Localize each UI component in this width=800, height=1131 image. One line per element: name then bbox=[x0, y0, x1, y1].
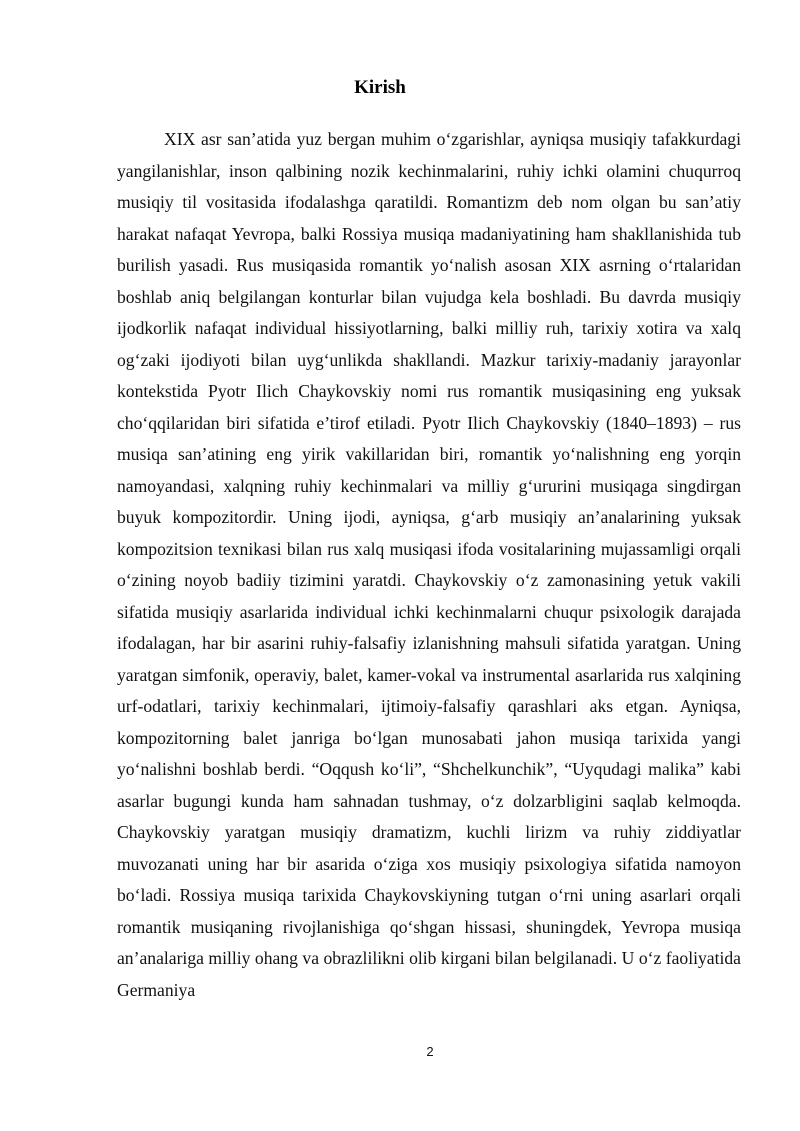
section-heading: Kirish bbox=[354, 77, 406, 98]
body-paragraph: XIX asr san’atida yuz bergan muhim o‘zgarishlar, ayniqsa musiqiy tafakkurdagi yangilanishlar, inson qalbining nozik kechinmalarini, ruhiy ichki olamini chuqurroq musiqiy til vositasida ifodalashga qaratildi. Romantizm deb nom olgan bu san’atiy harakat nafaqat Yevropa, balki Rossiya musiqa madaniyatining ham shakllanishida tub burilish yasadi. Rus musiqasida romantik yo‘nalish asosan XIX asrning o‘rtalaridan boshlab aniq belgilangan konturlar bilan vujudga kela boshladi. Bu davrda musiqiy ijodkorlik nafaqat individual hissiyotlarning, balki milliy ruh, tarixiy xotira va xalq og‘zaki ijodiyoti bilan uyg‘unlikda shakllandi. Mazkur tarixiy-madaniy jarayonlar kontekstida Pyotr Ilich Chaykovskiy nomi rus romantik musiqasining eng yuksak cho‘qqilaridan biri sifatida e’tirof etiladi. Pyotr Ilich Chaykovskiy (1840–1893) – rus musiqa san’atining eng yirik vakillaridan biri, romantik yo‘nalishning eng yorqin namoyandasi, xalqning ruhiy kechinmalari va milliy g‘ururini musiqaga singdirgan buyuk kompozitordir. Uning ijodi, ayniqsa, g‘arb musiqiy an’analarining yuksak kompozitsion texnikasi bilan rus xalq musiqasi ifoda vositalarining mujassamligi orqali o‘zining noyob badiiy tizimini yaratdi. Chaykovskiy o‘z zamonasining yetuk vakili sifatida musiqiy asarlarida individual ichki kechinmalarni chuqur psixologik darajada ifodalagan, har bir asarini ruhiy-falsafiy izlanishning mahsuli sifatida yaratgan. Uning yaratgan simfonik, operaviy, balet, kamer-vokal va instrumental asarlarida rus xalqining urf-odatlari, tarixiy kechinmalari, ijtimoiy-falsafiy qarashlari aks etgan. Ayniqsa, kompozitorning balet janriga bo‘lgan munosabati jahon musiqa tarixida yangi yo‘nalishni boshlab berdi. “Oqqush ko‘li”, “Shchelkunchik”, “Uyqudagi malika” kabi asarlar bugungi kunda ham sahnadan tushmay, o‘z dolzarbligini saqlab kelmoqda. Chaykovskiy yaratgan musiqiy dramatizm, kuchli lirizm va ruhiy ziddiyatlar muvozanati uning har bir asarida o‘ziga xos musiqiy psixologiya sifatida namoyon bo‘ladi. Rossiya musiqa tarixida Chaykovskiyning tutgan o‘rni uning asarlari orqali romantik musiqaning rivojlanishiga qo‘shgan hissasi, shuningdek, Yevropa musiqa an’analariga milliy ohang va obrazlilikni olib kirgani bilan belgilanadi. U o‘z faoliyatida Germaniya bbox=[117, 129, 741, 1000]
page-number: 2 bbox=[426, 1044, 434, 1059]
